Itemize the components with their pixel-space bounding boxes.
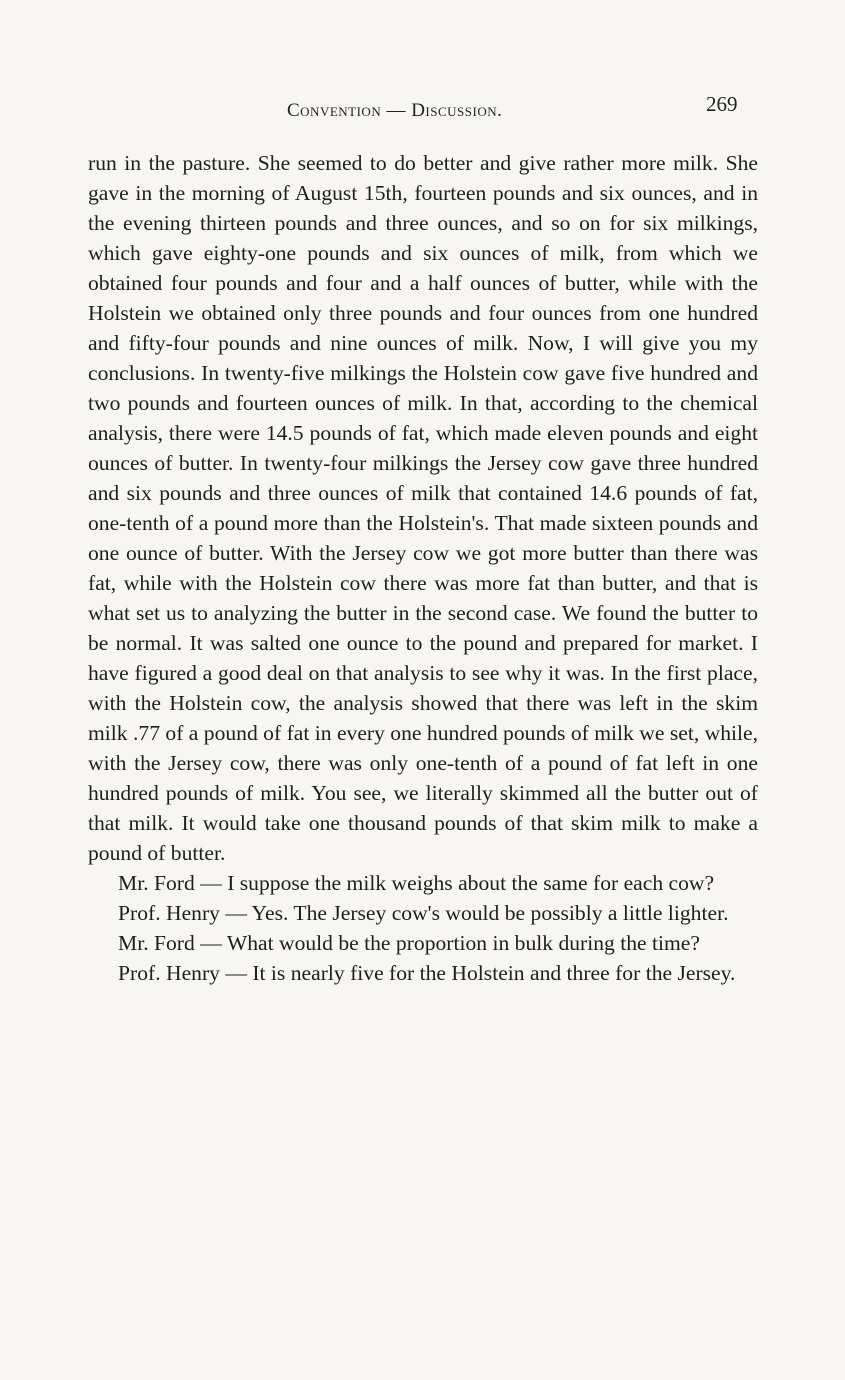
dialog-paragraph xyxy=(88,928,758,958)
paragraph-continuation: run in the pasture. She seemed to do better and give rather more milk. She gave in the morning of August 15th, fourteen pounds and six ounces, and in the evening thirteen pounds and three ounces, and so on for six milkings, which gave eighty-one pounds and six ounces of milk, from which we obtained four pounds and four and a half ounces of butter, while with the Holstein we obtained only three pounds and four ounces from one hundred and fifty-four pounds and nine ounces of milk. Now, I will give you my conclusions. In twenty-five milkings the Holstein cow gave five hundred and two pounds and fourteen ounces of milk. In that, according to the chemical analysis, there were 14.5 pounds of fat, which made eleven pounds and eight ounces of butter. In twenty-four milkings the Jersey cow gave three hundred and six pounds and three ounces of milk that contained 14.6 pounds of fat, one-tenth of a pound more than the Holstein's. That made sixteen pounds and one ounce of butter. With the Jersey cow we got more butter than there was fat, while with the Holstein cow there was more fat than butter, and that is what set us to analyzing the butter in the second case. We found the butter to be normal. It was salted one ounce to the pound and prepared for market. I have figured a good deal on that analysis to see why it was. In the first place, with the Holstein cow, the analysis showed that there was left in the skim milk .77 of a pound of fat in every one hundred pounds of milk we set, while, with the Jersey cow, there was only one-tenth of a pound of fat left in one hundred pounds of milk. You see, we literally skimmed all the butter out of that milk. It would take one thousand pounds of that skim milk to make a pound of butter. xyxy=(88,151,758,865)
em-dash: — xyxy=(194,871,228,895)
dialog-text: I suppose the milk weighs about the same for each cow? xyxy=(227,871,715,895)
dialog-text: Yes. The Jersey cow's would be possibly a little lighter. xyxy=(251,901,729,925)
dialog-text: What would be the proportion in bulk during the time? xyxy=(226,931,700,955)
page-number: 269 xyxy=(706,92,738,116)
em-dash: — xyxy=(219,961,253,985)
speaker-name: Prof. Henry xyxy=(118,961,220,985)
speaker-name: Mr. Ford xyxy=(118,871,195,895)
running-head xyxy=(0,92,845,132)
em-dash: — xyxy=(219,901,252,925)
dialog-paragraph xyxy=(88,868,758,898)
dialog-text: It is nearly five for the Holstein and three for the Jersey. xyxy=(252,961,736,985)
running-head-title: Convention — Discussion. xyxy=(287,100,503,121)
dialog-paragraph xyxy=(88,958,758,988)
speaker-name: Prof. Henry xyxy=(118,901,220,925)
dialog-paragraph xyxy=(88,898,758,928)
speaker-name: Mr. Ford xyxy=(118,931,195,955)
em-dash: — xyxy=(194,931,227,955)
body-text xyxy=(88,148,758,988)
